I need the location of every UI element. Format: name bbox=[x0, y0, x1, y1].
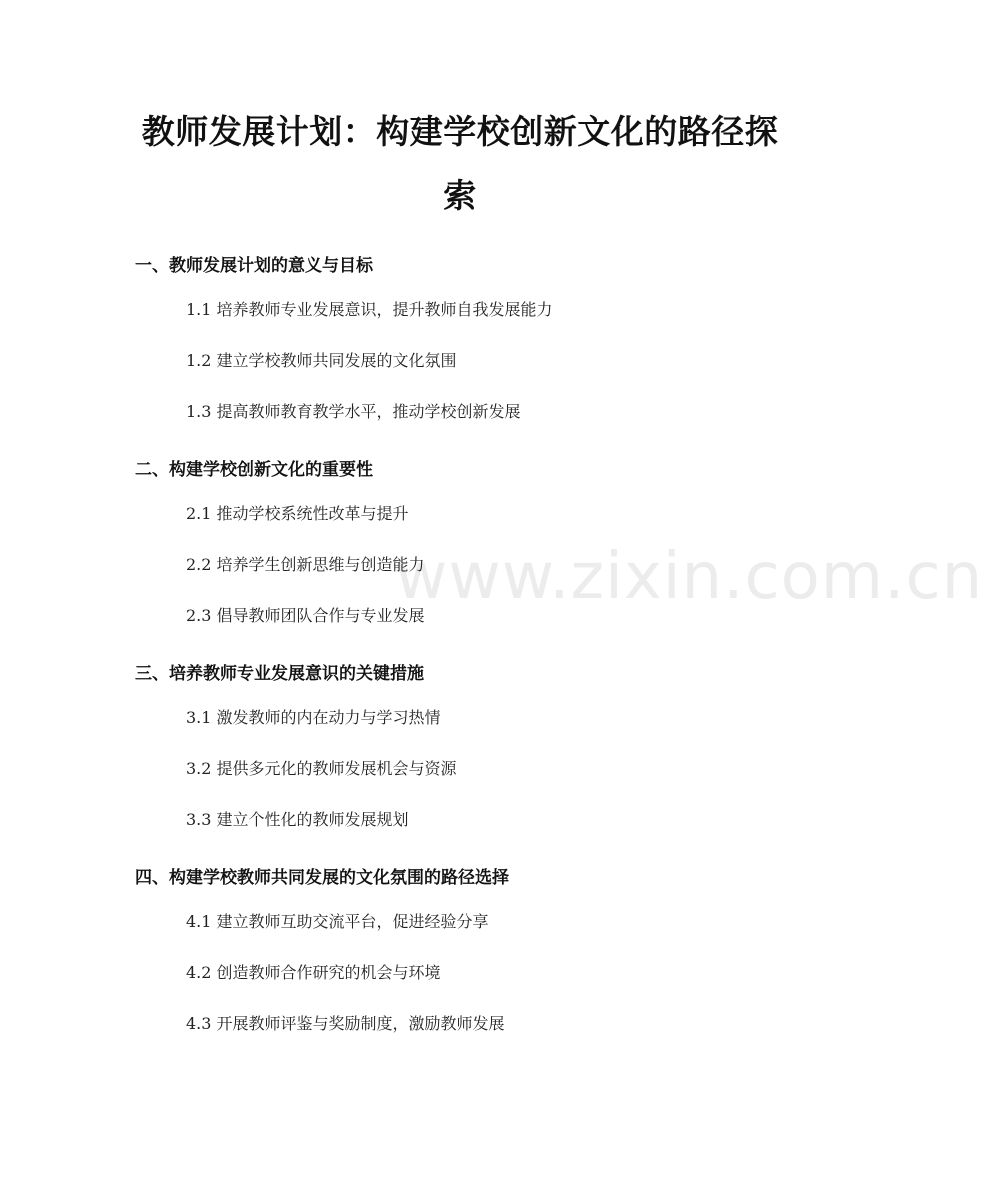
section-heading: 四、构建学校教师共同发展的文化氛围的路径选择 bbox=[135, 868, 509, 888]
section-item-list bbox=[0, 896, 920, 1049]
section-item-list bbox=[0, 488, 920, 641]
section-heading: 三、培养教师专业发展意识的关键措施 bbox=[135, 664, 424, 684]
section-item: 1.3 提高教师教育教学水平，推动学校创新发展 bbox=[186, 402, 521, 421]
section-item: 4.1 建立教师互助交流平台，促进经验分享 bbox=[186, 912, 489, 931]
section-2 bbox=[0, 452, 920, 641]
section-item: 2.2 培养学生创新思维与创造能力 bbox=[186, 555, 425, 574]
section-4 bbox=[0, 860, 920, 1049]
section-1 bbox=[0, 248, 920, 437]
document-body bbox=[0, 248, 920, 1064]
watermark: www.zixin.com.cn bbox=[395, 540, 983, 614]
section-item: 1.2 建立学校教师共同发展的文化氛围 bbox=[186, 351, 457, 370]
section-item: 2.3 倡导教师团队合作与专业发展 bbox=[186, 606, 425, 625]
section-item: 3.2 提供多元化的教师发展机会与资源 bbox=[186, 759, 457, 778]
section-item: 2.1 推动学校系统性改革与提升 bbox=[186, 504, 409, 523]
section-item: 1.1 培养教师专业发展意识，提升教师自我发展能力 bbox=[186, 300, 553, 319]
section-item: 4.2 创造教师合作研究的机会与环境 bbox=[186, 963, 441, 982]
section-item: 3.3 建立个性化的教师发展规划 bbox=[186, 810, 409, 829]
section-item-list bbox=[0, 692, 920, 845]
section-heading: 一、教师发展计划的意义与目标 bbox=[135, 256, 373, 276]
document-title: 教师发展计划：构建学校创新文化的路径探索 bbox=[141, 112, 779, 215]
section-item-list bbox=[0, 284, 920, 437]
section-heading: 二、构建学校创新文化的重要性 bbox=[135, 460, 373, 480]
section-item: 3.1 激发教师的内在动力与学习热情 bbox=[186, 708, 441, 727]
section-3 bbox=[0, 656, 920, 845]
section-item: 4.3 开展教师评鉴与奖励制度，激励教师发展 bbox=[186, 1014, 505, 1033]
